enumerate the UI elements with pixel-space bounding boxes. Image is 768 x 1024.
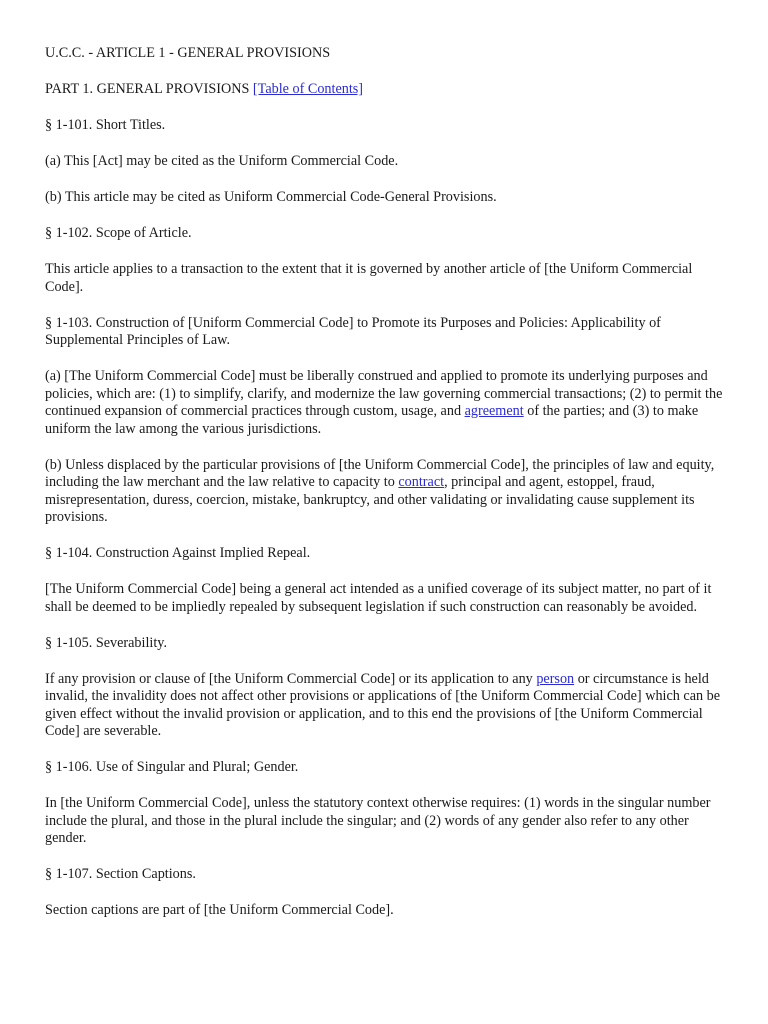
table-of-contents-link[interactable]: [Table of Contents] (252, 81, 364, 97)
section-1-103-para-a-text: (a) [The Uniform Commercial Code] must be liberally construed and applied to promote its underlying purposes and policies, which are: (1) to simplify, clarify, and modernize the law governing commercial transactions; (2) to permit the continued expansion of commercial practices through custom, usage, and (45, 368, 723, 419)
section-1-105-body (45, 671, 725, 741)
person-link[interactable]: person (536, 670, 575, 687)
section-1-103-para-a (45, 368, 725, 438)
contract-link[interactable]: contract (398, 474, 445, 490)
section-1-101-heading: § 1-101. Short Titles. (45, 117, 166, 133)
section-1-107-body: Section captions are part of [the Uniform Commercial Code]. (45, 902, 394, 918)
part-title: PART 1. GENERAL PROVISIONS (45, 81, 250, 97)
section-1-105-heading: § 1-105. Severability. (45, 634, 168, 651)
section-1-103-para-b-text: (b) Unless displaced by the particular provisions of [the Uniform Commercial Code], the principles of law and equity, including the law merchant and the law relative to capacity to (45, 456, 715, 490)
section-1-104-heading: § 1-104. Construction Against Implied Repeal. (45, 545, 311, 561)
section-1-103-para-b-text-end: , principal and agent, estoppel, fraud, misrepresentation, duress, coercion, mistake, bankruptcy, and other validating or invalidating cause supplement its provisions. (45, 474, 695, 525)
article-title: U.C.C. - ARTICLE 1 - GENERAL PROVISIONS (45, 45, 331, 61)
section-1-104-body: [The Uniform Commercial Code] being a general act intended as a unified coverage of its subject matter, no part of it shall be deemed to be impliedly repealed by subsequent legislation if such construction can reasonably be avoided. (45, 581, 712, 615)
section-1-106-body: In [the Uniform Commercial Code], unless the statutory context otherwise requires: (1) words in the singular number include the plural, and those in the plural include the singular; and (2) words of any gender also refer to any other gender. (45, 795, 711, 846)
section-1-102-body: This article applies to a transaction to the extent that it is governed by another article of [the Uniform Commercial Code]. (45, 261, 693, 295)
section-1-102-heading: § 1-102. Scope of Article. (45, 225, 192, 241)
section-1-103-para-a-text-end: of the parties; and (3) to make uniform the law among the various jurisdictions. (45, 403, 699, 437)
section-1-106-heading: § 1-106. Use of Singular and Plural; Gender. (45, 759, 299, 775)
section-1-107-heading: § 1-107. Section Captions. (45, 866, 196, 882)
section-1-103-para-b (45, 457, 725, 527)
document-body (45, 45, 725, 938)
section-1-103-heading: § 1-103. Construction of [Uniform Commercial Code] to Promote its Purposes and Policies: Applicability of Supplemental Principles of Law. (45, 314, 661, 348)
section-1-105-body-text: If any provision or clause of [the Uniform Commercial Code] or its application to any (45, 670, 537, 687)
agreement-link[interactable]: agreement (464, 403, 524, 419)
section-1-101-para-a: (a) This [Act] may be cited as the Uniform Commercial Code. (45, 153, 399, 169)
section-1-101-para-b: (b) This article may be cited as Uniform Commercial Code-General Provisions. (45, 189, 497, 205)
section-1-105-body-text-end: or circumstance is held invalid, the invalidity does not affect other provisions or applications of [the Uniform Commercial Code] which can be given effect without the invalid provision or application, and to this end the provisions of [the Uniform Commercial Code] are severable. (45, 670, 721, 739)
part-title-line (45, 81, 725, 99)
